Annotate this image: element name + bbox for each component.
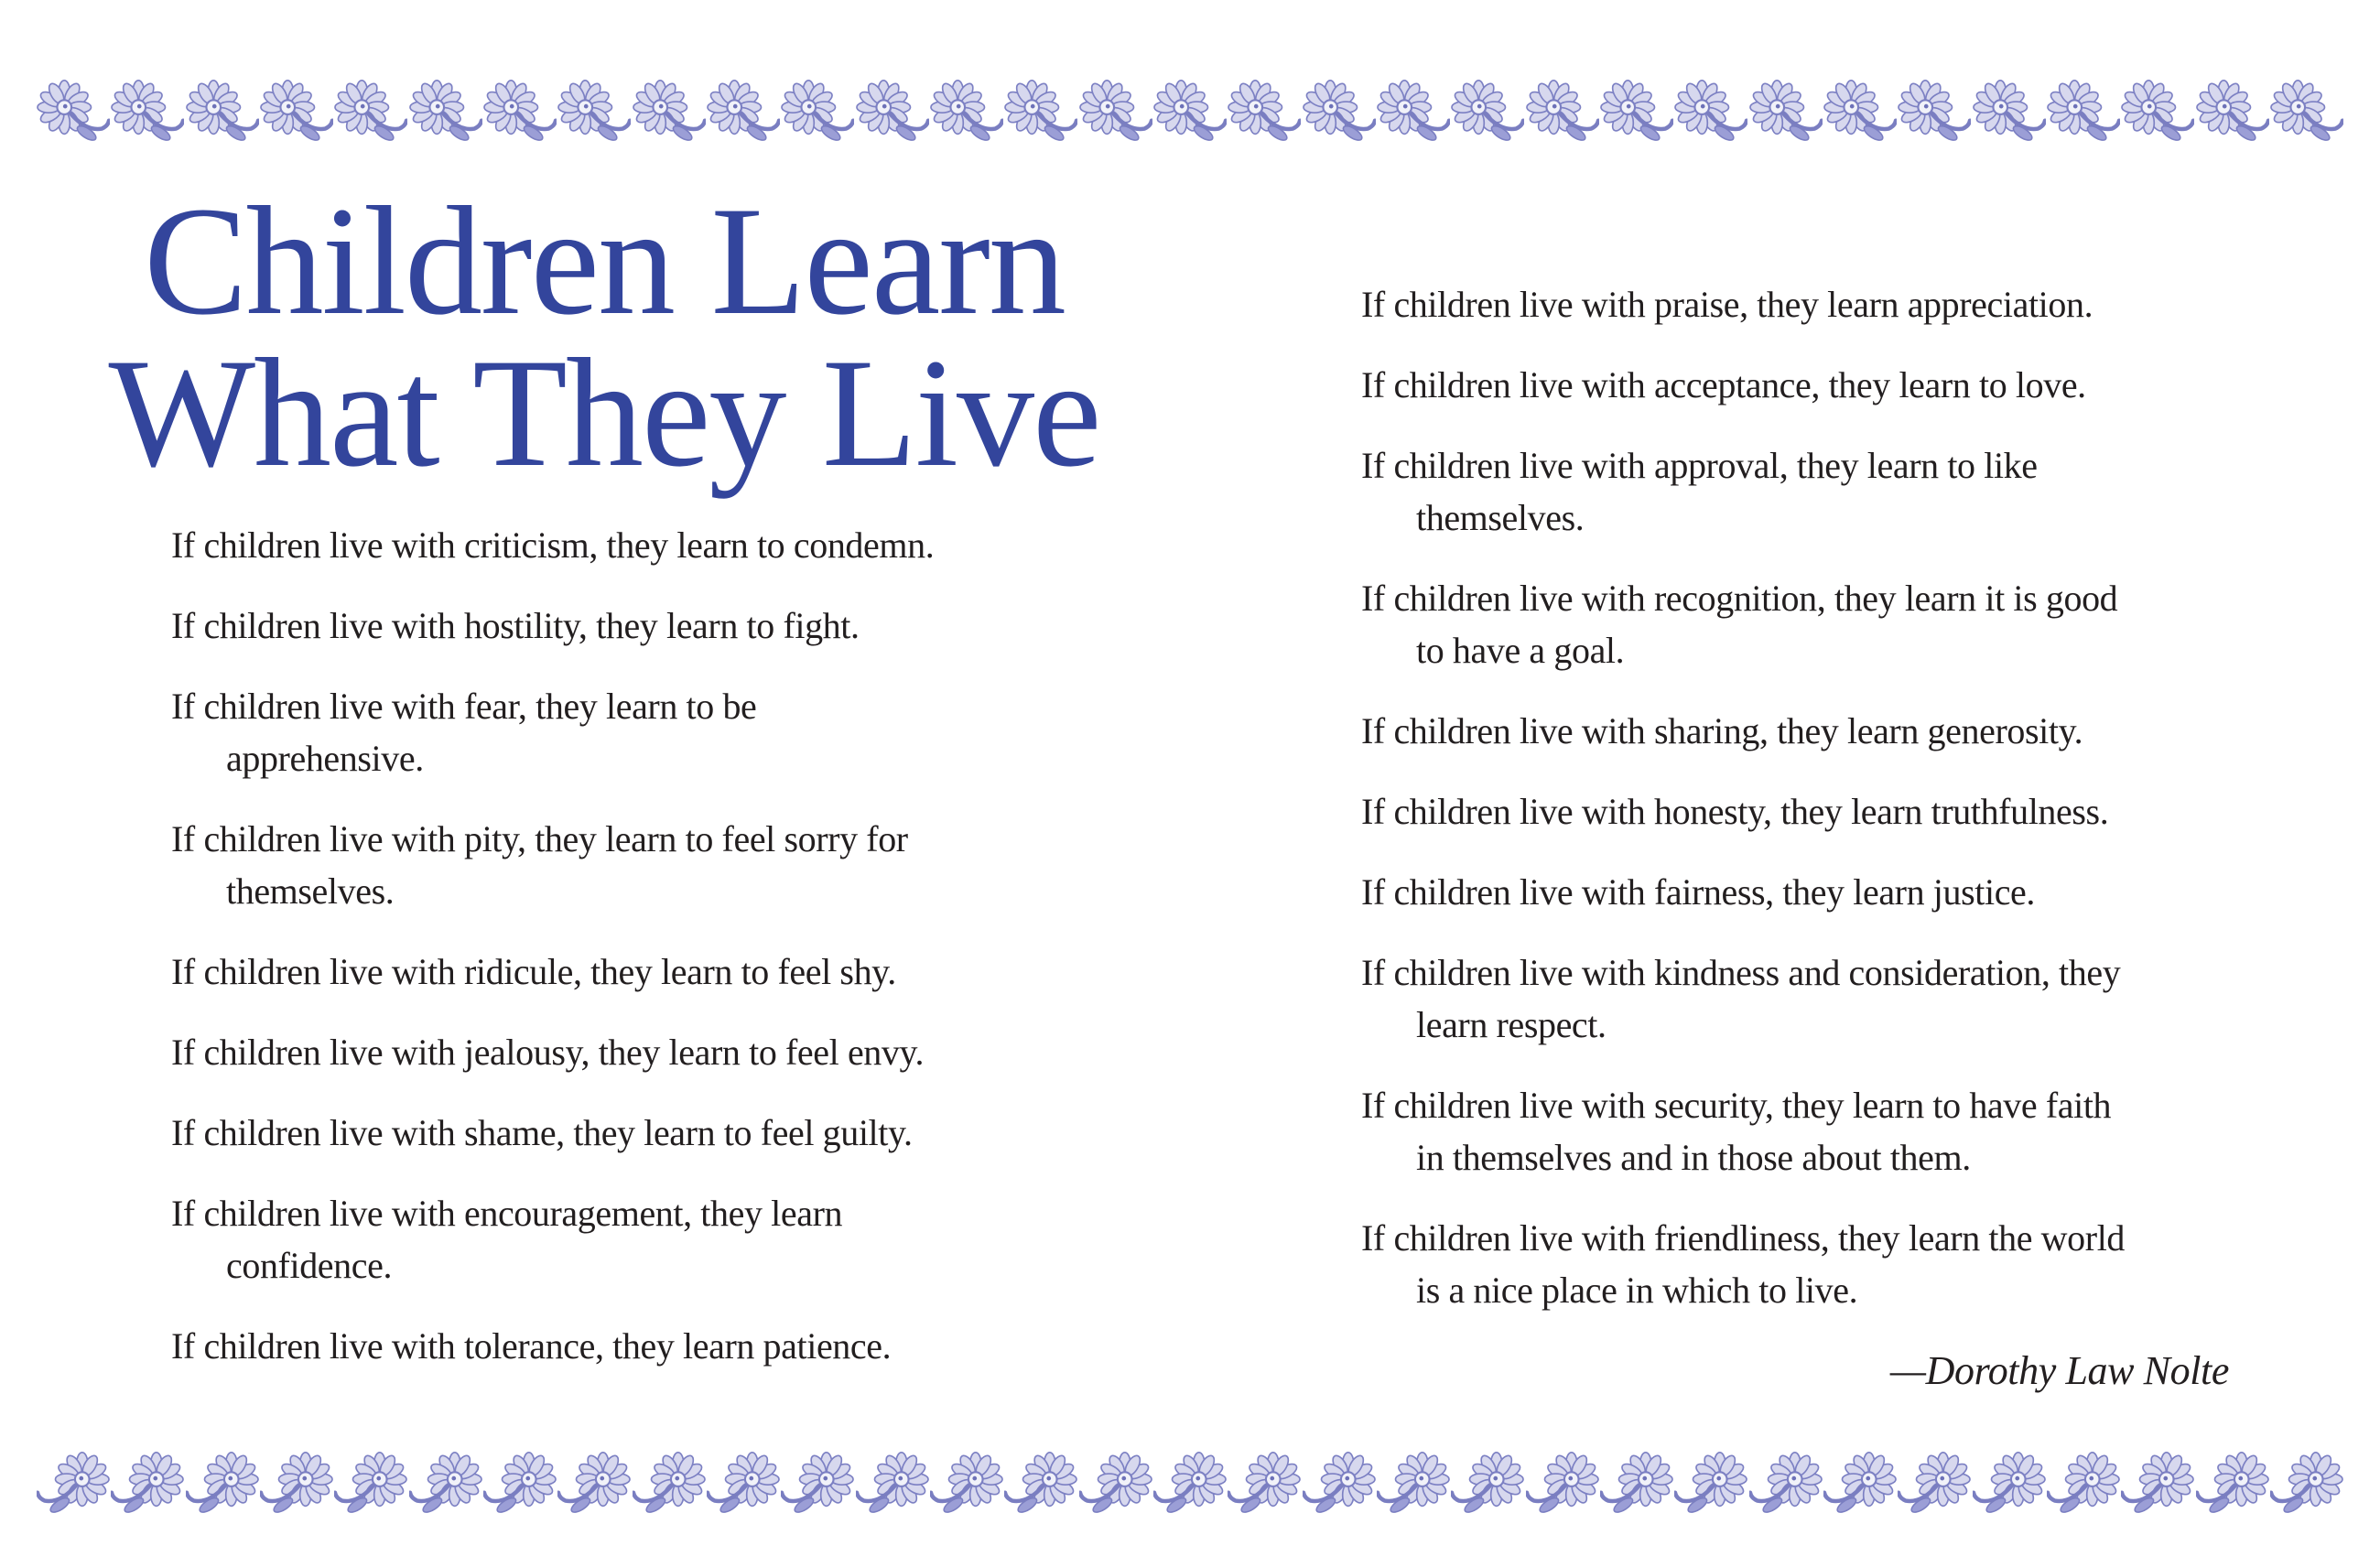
flower-icon <box>2196 79 2269 145</box>
flower-icon <box>111 79 184 145</box>
stanza <box>1361 359 2331 411</box>
stanza <box>171 946 1196 998</box>
flower-icon <box>856 1451 929 1517</box>
stanza <box>1361 439 2331 544</box>
poem-line: If children live with tolerance, they learn patience. <box>171 1325 892 1367</box>
poem-line: If children live with ridicule, they learn to feel shy. <box>171 951 896 992</box>
flower-icon <box>930 79 1003 145</box>
flower-icon <box>37 1451 110 1517</box>
stanza <box>171 1187 1196 1291</box>
flower-icon <box>557 1451 631 1517</box>
poem-stanzas-right <box>1361 278 2331 1316</box>
flower-icon <box>2047 79 2120 145</box>
stanza <box>1361 705 2331 757</box>
poem-line: If children live with approval, they learn to like <box>1361 445 2038 486</box>
poem-line: If children live with friendliness, they learn the world <box>1361 1217 2126 1259</box>
flower-icon <box>1303 1451 1376 1517</box>
flower-icon <box>1526 1451 1599 1517</box>
flower-icon <box>1377 79 1450 145</box>
title-line-2: What They Live <box>108 327 1100 499</box>
flower-icon <box>1079 1451 1152 1517</box>
flower-icon <box>260 79 333 145</box>
flower-icon <box>2047 1451 2120 1517</box>
page-title <box>96 175 1112 499</box>
stanza <box>1361 785 2331 838</box>
flower-icon <box>111 1451 184 1517</box>
flower-icon <box>1674 79 1747 145</box>
poem-line: in themselves and in those about them. <box>1416 1137 1971 1178</box>
poem-line: If children live with honesty, they learn truthfulness. <box>1361 791 2109 832</box>
stanza <box>1361 278 2331 330</box>
flower-icon <box>1377 1451 1450 1517</box>
poem-line: confidence. <box>226 1245 393 1286</box>
flower-icon <box>2121 79 2194 145</box>
flower-icon <box>1898 79 1971 145</box>
stanza <box>1361 866 2331 918</box>
stanza <box>171 1026 1196 1078</box>
flower-icon <box>633 79 706 145</box>
poem-line: If children live with praise, they learn appreciation. <box>1361 284 2093 325</box>
flower-icon <box>1749 79 1823 145</box>
stanza <box>171 1107 1196 1159</box>
attribution: —Dorothy Law Nolte <box>1889 1348 2229 1393</box>
flower-icon <box>781 1451 854 1517</box>
poem-line: learn respect. <box>1416 1004 1606 1045</box>
flower-icon <box>2270 79 2343 145</box>
poem-line: is a nice place in which to live. <box>1416 1270 1858 1311</box>
stanza <box>171 600 1196 652</box>
poem-line: apprehensive. <box>226 738 424 779</box>
stanza <box>171 813 1196 917</box>
flower-icon <box>1079 79 1152 145</box>
flower-icon <box>1823 1451 1897 1517</box>
poem-line: If children live with pity, they learn to feel sorry for <box>171 818 908 859</box>
flower-icon <box>557 79 631 145</box>
flower-icon <box>260 1451 333 1517</box>
flower-icon <box>930 1451 1003 1517</box>
flower-icon <box>483 1451 557 1517</box>
flower-icon <box>1600 1451 1673 1517</box>
flower-icon <box>1153 1451 1227 1517</box>
flower-icon <box>1228 79 1301 145</box>
flower-icon <box>2121 1451 2194 1517</box>
flower-icon <box>633 1451 706 1517</box>
poem-line: If children live with jealousy, they learn to feel envy. <box>171 1032 925 1073</box>
stanza <box>1361 572 2331 676</box>
flower-icon <box>409 79 482 145</box>
flower-icon <box>707 1451 780 1517</box>
flower-icon <box>707 79 780 145</box>
poem-line: If children live with sharing, they learn generosity. <box>1361 710 2083 751</box>
poem-line: themselves. <box>1416 497 1585 538</box>
flower-icon <box>2270 1451 2343 1517</box>
flower-icon <box>1228 1451 1301 1517</box>
flower-icon <box>1749 1451 1823 1517</box>
title-line-1: Children Learn <box>144 175 1065 347</box>
flower-icon <box>1526 79 1599 145</box>
flower-icon <box>1303 79 1376 145</box>
flower-icon <box>1451 1451 1524 1517</box>
bottom-flower-border <box>37 1451 2343 1518</box>
flower-icon <box>1600 79 1673 145</box>
flower-icon <box>483 79 557 145</box>
flower-icon <box>37 79 110 145</box>
flower-icon <box>334 79 407 145</box>
poem-line: If children live with security, they learn to have faith <box>1361 1085 2112 1126</box>
flower-icon <box>1674 1451 1747 1517</box>
poem-line: If children live with criticism, they learn to condemn. <box>171 524 935 566</box>
poem-line: If children live with recognition, they learn it is good <box>1361 578 2118 619</box>
stanza <box>171 519 1196 571</box>
stanza <box>1361 1079 2331 1183</box>
flower-icon <box>781 79 854 145</box>
flower-icon <box>186 1451 259 1517</box>
flower-icon <box>1973 1451 2046 1517</box>
flower-icon <box>1451 79 1524 145</box>
flower-icon <box>856 79 929 145</box>
flower-icon <box>1898 1451 1971 1517</box>
poem-line: If children live with shame, they learn to feel guilty. <box>171 1112 913 1153</box>
stanza <box>1361 1212 2331 1316</box>
poem-column-left <box>171 519 1196 1400</box>
flower-icon <box>1823 79 1897 145</box>
poem-line: If children live with encouragement, they learn <box>171 1193 843 1234</box>
poem-line: If children live with fear, they learn to be <box>171 686 757 727</box>
stanza <box>1361 946 2331 1051</box>
flower-icon <box>2196 1451 2269 1517</box>
flower-icon <box>334 1451 407 1517</box>
stanza <box>171 680 1196 784</box>
poem-line: If children live with hostility, they learn to fight. <box>171 605 860 646</box>
poem-line: If children live with fairness, they learn justice. <box>1361 871 2036 913</box>
poem-line: themselves. <box>226 870 395 912</box>
poem-line: to have a goal. <box>1416 630 1625 671</box>
stanza <box>171 1320 1196 1372</box>
flower-icon <box>186 79 259 145</box>
flower-icon <box>1004 79 1077 145</box>
top-flower-border <box>37 79 2343 146</box>
flower-icon <box>1004 1451 1077 1517</box>
poem-column-right <box>1361 278 2331 1397</box>
flower-icon <box>1973 79 2046 145</box>
poem-line: If children live with kindness and consideration, they <box>1361 952 2121 993</box>
poem-line: If children live with acceptance, they learn to love. <box>1361 364 2086 405</box>
flower-icon <box>1153 79 1227 145</box>
flower-icon <box>409 1451 482 1517</box>
